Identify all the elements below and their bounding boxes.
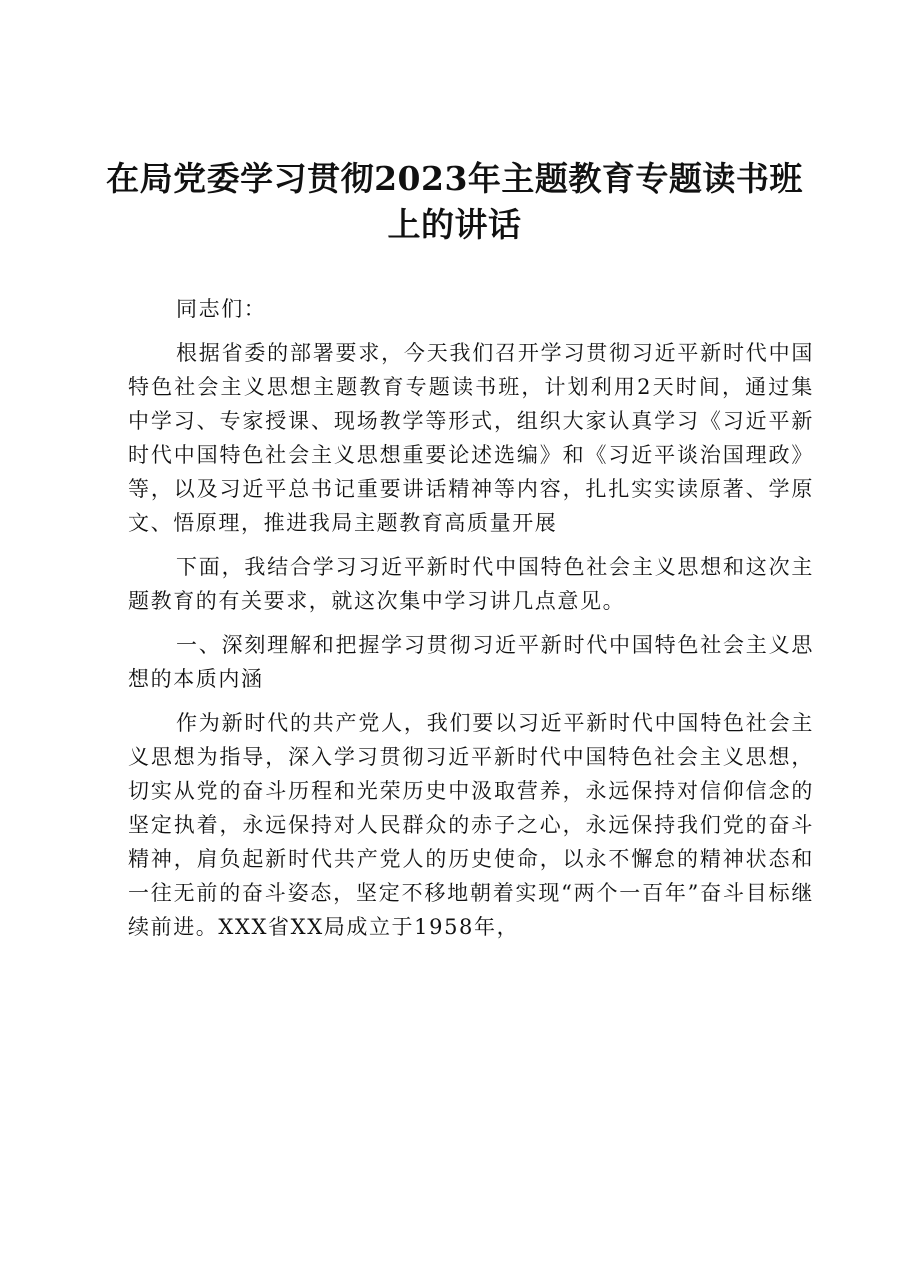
body-paragraph: 下面，我结合学习习近平新时代中国特色社会主义思想和这次主题教育的有关要求，就这次集中学习讲几点意见。 xyxy=(128,555,814,613)
salutation-paragraph: 同志们： xyxy=(176,297,267,321)
section-heading: 一、深刻理解和把握学习贯彻习近平新时代中国特色社会主义思想的本质内涵 xyxy=(128,633,814,691)
body-paragraph: 作为新时代的共产党人，我们要以习近平新时代中国特色社会主义思想为指导，深入学习贯彻习近平新时代中国特色社会主义思想，切实从党的奋斗历程和光荣历史中汲取营养，永远保持对信仰信念的坚定执着，永远保持对人民群众的赤子之心，永远保持我们党的奋斗精神，肩负起新时代共产党人的历史使命，以永不懈怠的精神状态和一往无前的奋斗姿态，坚定不移地朝着实现“两个一百年”奋斗目标继续前进。XXX省XX局成立于1958年， xyxy=(128,711,814,939)
body-paragraph: 根据省委的部署要求，今天我们召开学习贯彻习近平新时代中国特色社会主义思想主题教育专题读书班，计划利用2天时间，通过集中学习、专家授课、现场教学等形式，组织大家认真学习《习近平新时代中国特色社会主义思想重要论述选编》和《习近平谈治国理政》等，以及习近平总书记重要讲话精神等内容，扎扎实实读原著、学原文、悟原理，推进我局主题教育高质量开展 xyxy=(128,341,814,535)
document-body xyxy=(128,292,814,954)
document-title: 在局党委学习贯彻2023年主题教育专题读书班上的讲话 xyxy=(106,159,803,244)
